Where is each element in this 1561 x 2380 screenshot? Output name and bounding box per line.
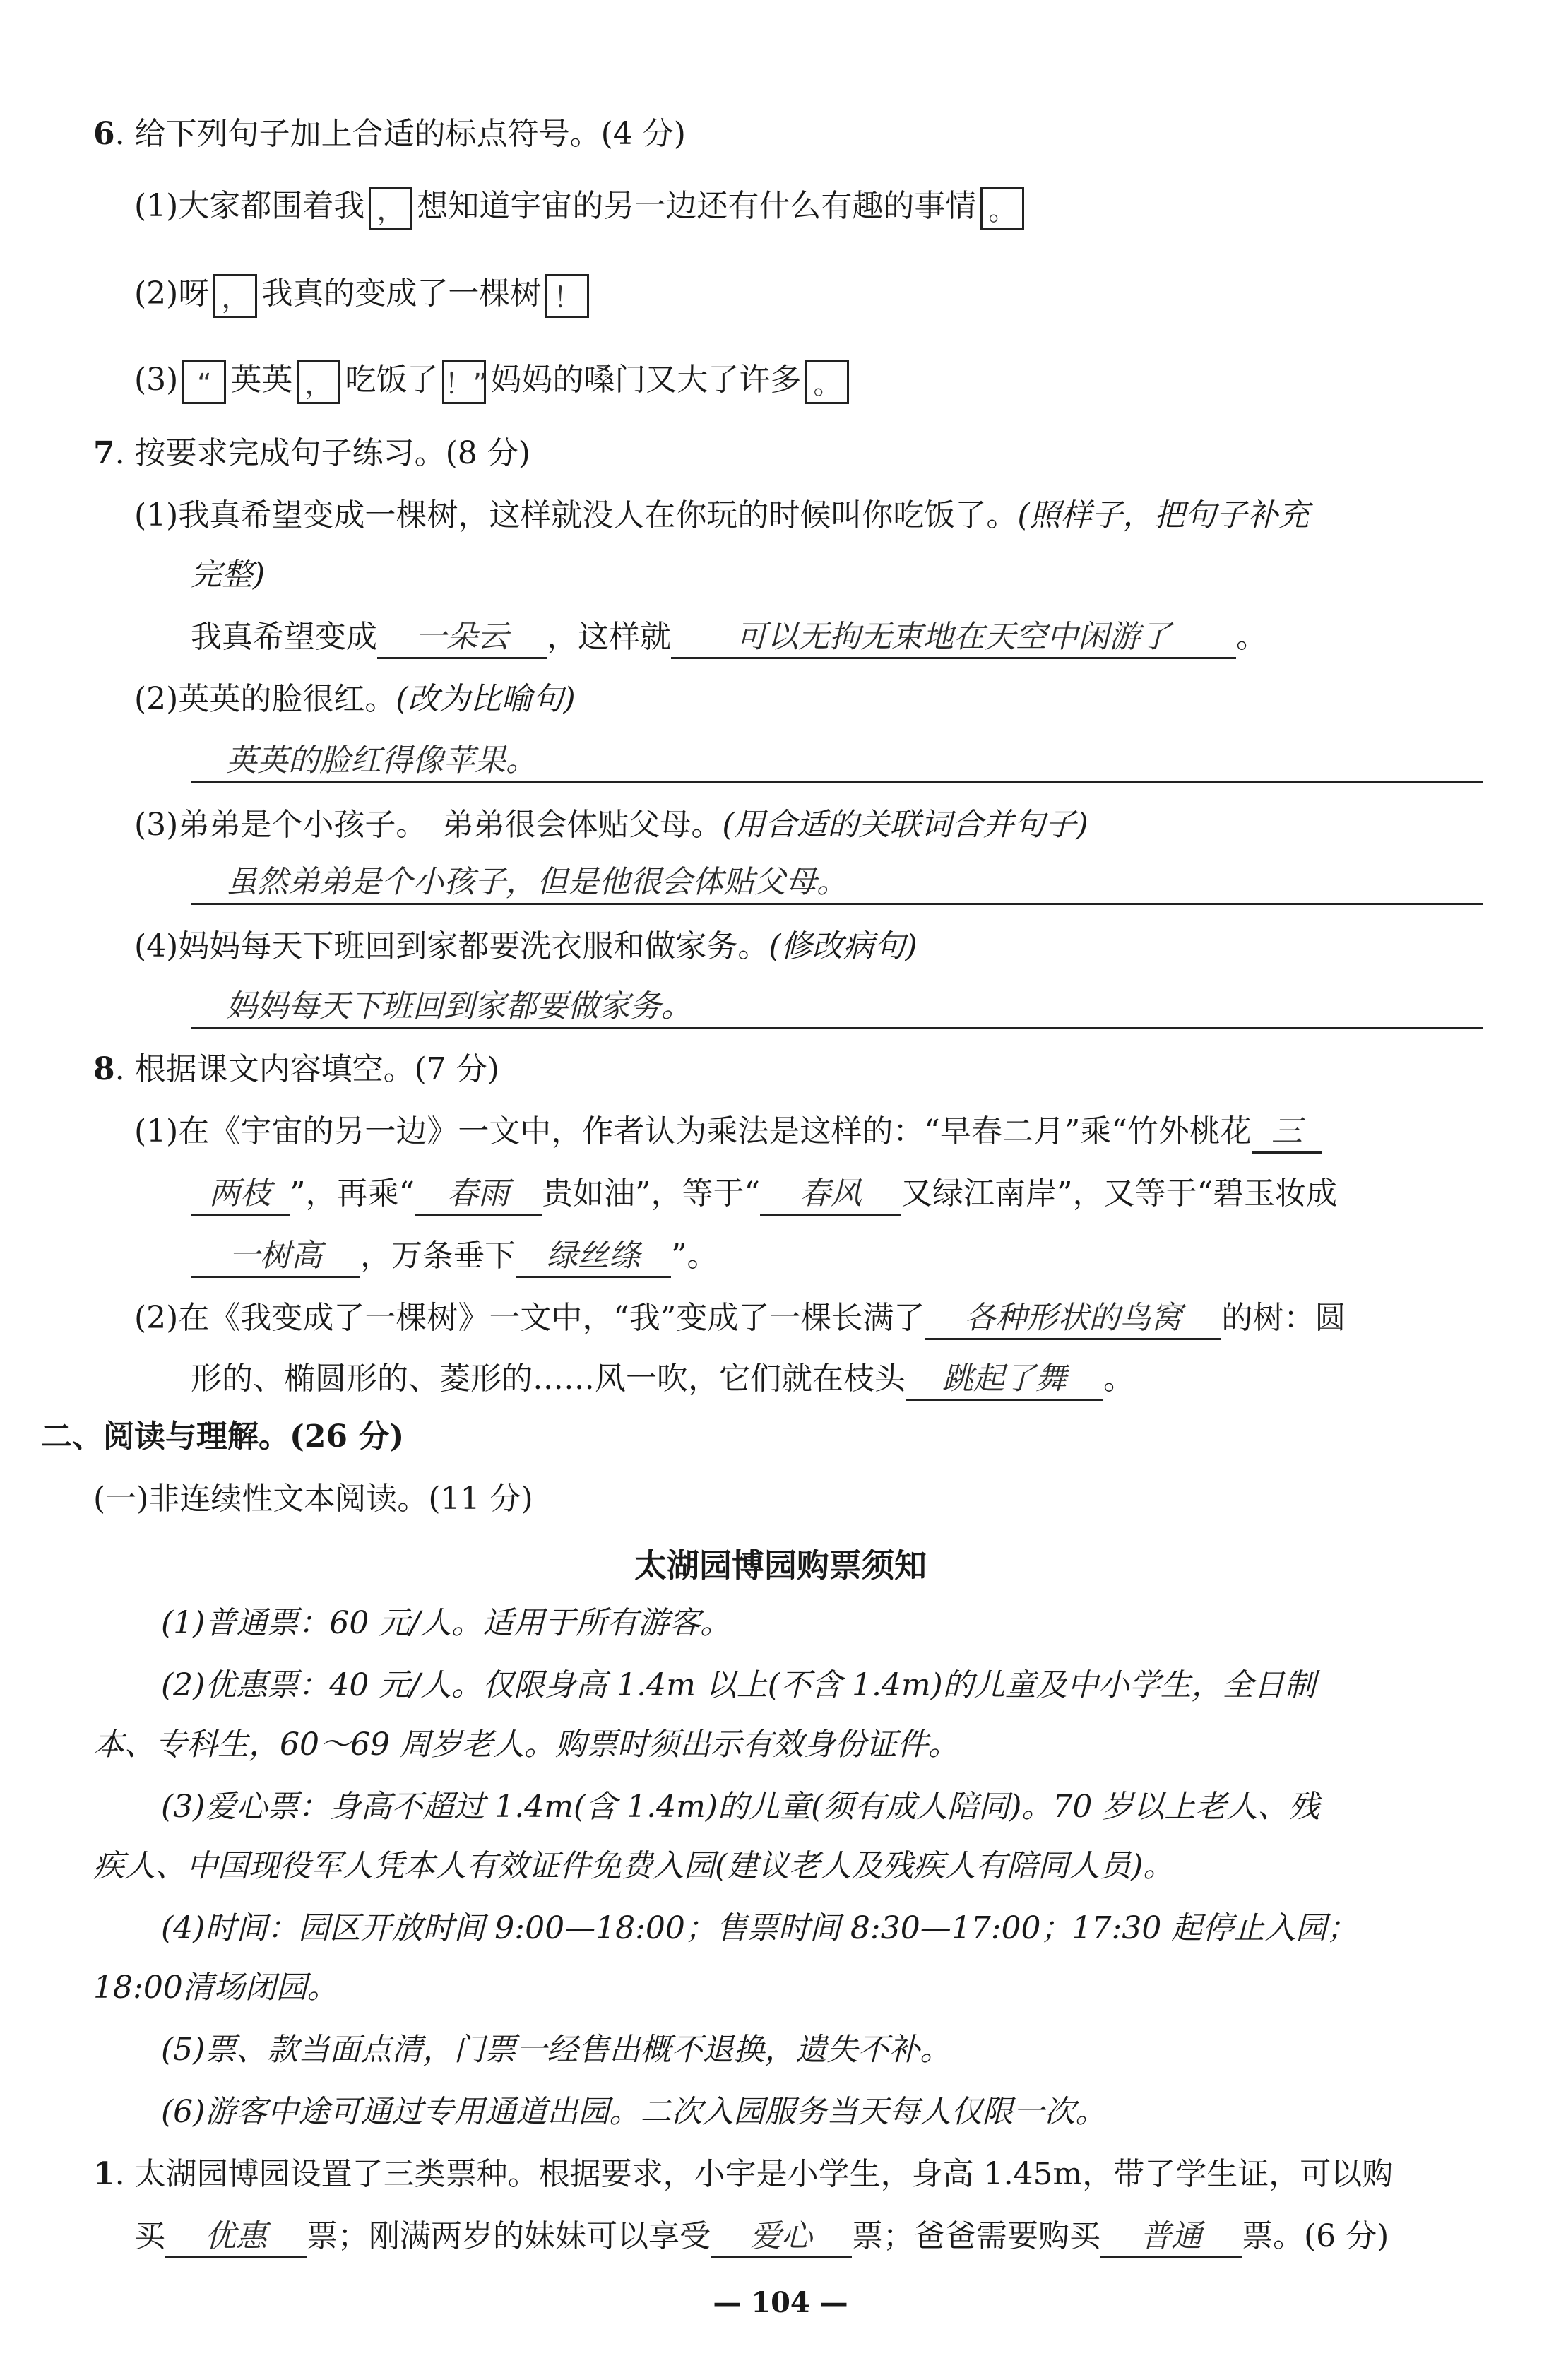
notice-paragraph: (5)票、款当面点清，门票一经售出概不退换，遗失不补。: [161, 2032, 951, 2068]
q6-sentence-2: (2)呀 ， 我真的变成了一棵树 ！: [134, 273, 593, 318]
q7-item-2: (2)英英的脸很红。(改为比喻句): [134, 681, 576, 717]
answer-blank[interactable]: 跳起了舞: [906, 1359, 1103, 1401]
answer-blank[interactable]: 两枝: [191, 1174, 290, 1216]
answer-blank[interactable]: 绿丝绦: [516, 1236, 671, 1278]
q7-item-1: (1)我真希望变成一棵树，这样就没人在你玩的时候叫你吃饭了。(照样子，把句子补充: [134, 497, 1310, 533]
q7-item-3: (3)弟弟是个小孩子。 弟弟很会体贴父母。(用合适的关联词合并句子): [134, 807, 1088, 843]
answer-blank[interactable]: 优惠: [165, 2217, 307, 2258]
punctuation-box[interactable]: “: [182, 360, 226, 404]
punctuation-box[interactable]: ，: [369, 187, 412, 230]
q7-item-1-answer: 我真希望变成 一朵云 ，这样就 可以无拘无束地在天空中闲游了 。: [191, 616, 1267, 659]
q6-number: 6: [93, 116, 115, 152]
punctuation-box[interactable]: ！: [545, 274, 589, 318]
answer-line[interactable]: 英英的脸红得像苹果。: [191, 740, 1483, 783]
notice-paragraph: (1)普通票：60 元/人。适用于所有游客。: [161, 1605, 732, 1641]
answer-blank[interactable]: 一朵云: [377, 617, 547, 659]
punctuation-box[interactable]: ，: [297, 360, 340, 404]
q8-item-1-line-2: 两枝 ”，再乘“ 春雨 贵如油”，等于“ 春风 又绿江南岸”，又等于“碧玉妆成: [191, 1173, 1337, 1216]
notice-paragraph: 疾人、中国现役军人凭本人有效证件免费入园(建议老人及残疾人有陪同人员)。: [93, 1848, 1175, 1884]
punctuation-box[interactable]: 。: [805, 360, 849, 404]
notice-paragraph: (2)优惠票：40 元/人。仅限身高 1.4m 以上(不含 1.4m)的儿童及中小学生，全日制: [161, 1667, 1316, 1703]
q8-item-2-line-2: 形的、椭圆形的、菱形的……风一吹，它们就在枝头 跳起了舞 。: [191, 1358, 1134, 1401]
notice-paragraph: (3)爱心票：身高不超过 1.4m(含 1.4m)的儿童(须有成人陪同)。70 岁以上老人、残: [161, 1789, 1320, 1825]
q8-item-1-line-1: (1)在《宇宙的另一边》一文中，作者认为乘法是这样的：“早春二月”乘“竹外桃花 三: [134, 1111, 1322, 1154]
punctuation-box[interactable]: ，: [213, 274, 257, 318]
q7-item-1-hint-cont: 完整): [191, 557, 266, 593]
q8-number: 8: [93, 1051, 115, 1087]
answer-blank[interactable]: 春雨: [415, 1174, 542, 1216]
reading-q1-line-2: 买 优惠 票；刚满两岁的妹妹可以享受 爱心 票；爸爸需要购买 普通 票。(6 分): [134, 2215, 1389, 2258]
notice-title: 太湖园博园购票须知: [634, 1546, 927, 1585]
q8-item-2-line-1: (2)在《我变成了一棵树》一文中，“我”变成了一棵长满了 各种形状的鸟窝 的树：圆: [134, 1297, 1346, 1340]
q7-title: 7. 按要求完成句子练习。(8 分): [93, 435, 530, 471]
q6-sentence-1: (1)大家都围着我 ， 想知道宇宙的另一边还有什么有趣的事情 。: [134, 185, 1028, 230]
answer-blank[interactable]: 春风: [760, 1174, 901, 1216]
q7-number: 7: [93, 435, 115, 471]
notice-paragraph: (6)游客中途可通过专用通道出园。二次入园服务当天每人仅限一次。: [161, 2094, 1107, 2130]
q6-title: 6. 给下列句子加上合适的标点符号。(4 分): [93, 116, 686, 152]
q8-title: 8. 根据课文内容填空。(7 分): [93, 1051, 499, 1087]
answer-blank[interactable]: 爱心: [711, 2217, 852, 2258]
section-2-title: 二、阅读与理解。(26 分): [41, 1419, 405, 1455]
notice-paragraph: 本、专科生，60～69 周岁老人。购票时须出示有效身份证件。: [93, 1727, 959, 1763]
page-number: — 104 —: [713, 2286, 848, 2319]
answer-blank[interactable]: 可以无拘无束地在天空中闲游了: [671, 617, 1236, 659]
punctuation-box[interactable]: ！”: [442, 360, 486, 404]
q7-item-4: (4)妈妈每天下班回到家都要洗衣服和做家务。(修改病句): [134, 928, 918, 964]
notice-paragraph: 18:00清场闭园。: [93, 1970, 338, 2006]
q8-item-1-line-3: 一树高 ，万条垂下 绿丝绦 ”。: [191, 1235, 718, 1278]
reading-q1-number: 1: [93, 2156, 115, 2192]
answer-line[interactable]: 妈妈每天下班回到家都要做家务。: [191, 986, 1483, 1029]
reading-q1-line-1: 1. 太湖园博园设置了三类票种。根据要求，小宇是小学生，身高 1.45m，带了学生证，可以购: [93, 2156, 1394, 2192]
section-2-subtitle: (一)非连续性文本阅读。(11 分): [93, 1481, 533, 1517]
answer-line[interactable]: 虽然弟弟是个小孩子，但是他很会体贴父母。: [191, 862, 1483, 905]
answer-blank[interactable]: 一树高: [191, 1236, 360, 1278]
answer-blank[interactable]: 三: [1252, 1112, 1322, 1154]
punctuation-box[interactable]: 。: [980, 187, 1024, 230]
notice-paragraph: (4)时间：园区开放时间 9:00—18:00；售票时间 8:30—17:00；17:30 起停止入园；: [161, 1910, 1358, 1946]
q6-sentence-3: (3) “ 英英 ， 吃饭了 ！”妈妈的嗓门又大了许多 。: [134, 359, 853, 404]
answer-blank[interactable]: 各种形状的鸟窝: [925, 1298, 1221, 1340]
answer-blank[interactable]: 普通: [1100, 2217, 1242, 2258]
